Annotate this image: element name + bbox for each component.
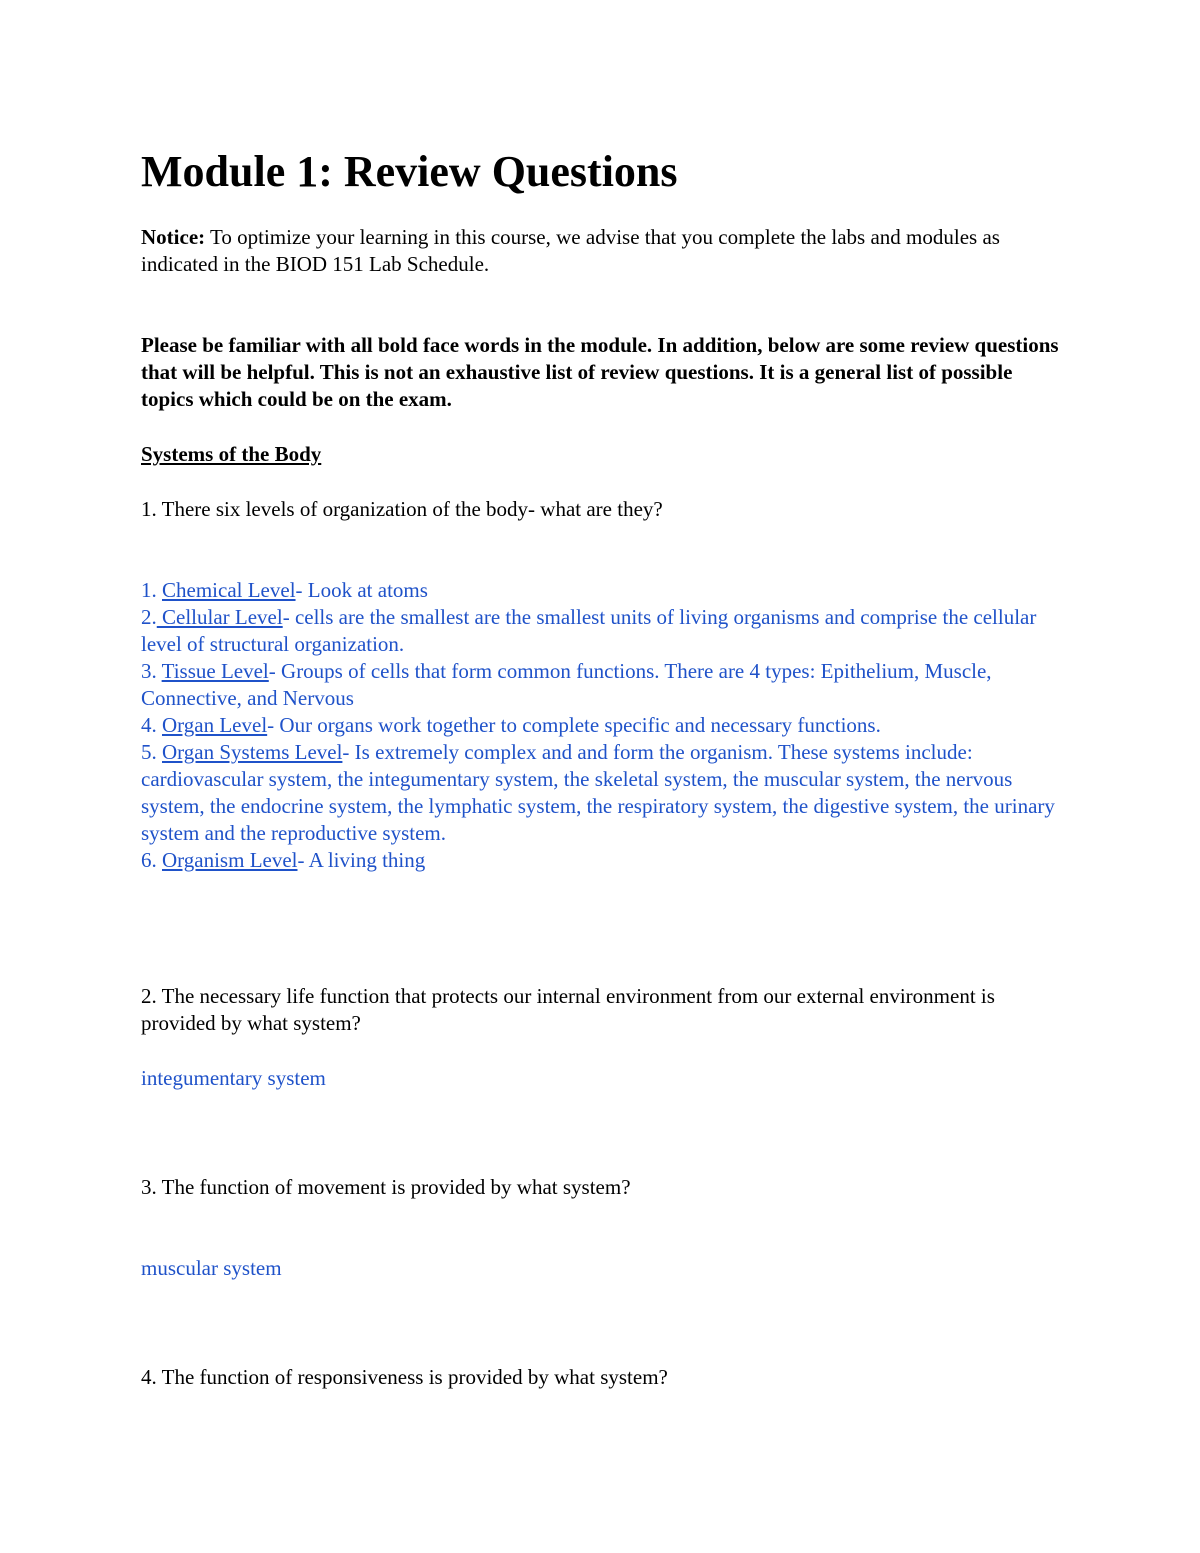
answer-item-number: 3.: [141, 659, 162, 683]
answer-item-number: 1.: [141, 578, 162, 602]
question-2: 2. The necessary life function that protects our internal environment from our external environment is provided by what system?: [141, 984, 995, 1035]
answer-2: integumentary system: [141, 1066, 326, 1090]
answer-item-term: Cellular Level: [156, 605, 283, 629]
answer-3: muscular system: [141, 1256, 282, 1280]
answer-item-organ: [141, 712, 1061, 739]
intro-paragraph: Please be familiar with all bold face words in the module. In addition, below are some review questions that will be helpful. This is not an exhaustive list of review questions. It is a general list of possible topics which could be on the exam.: [141, 333, 1059, 411]
answer-item-term: Tissue Level: [161, 659, 269, 683]
answer-item-organism: [141, 847, 1061, 874]
question-4: 4. The function of responsiveness is provided by what system?: [141, 1365, 668, 1389]
page-title: Module 1: Review Questions: [141, 147, 678, 196]
answer-item-term: Organ Systems Level: [162, 740, 343, 764]
notice-text: To optimize your learning in this course, we advise that you complete the labs and modules as indicated in the BIOD 151 Lab Schedule.: [141, 225, 1000, 276]
question-1: 1. There six levels of organization of the body- what are they?: [141, 497, 663, 521]
answer-item-number: 6.: [141, 848, 162, 872]
section-heading: Systems of the Body: [141, 442, 322, 466]
answer-item-number: 4.: [141, 713, 162, 737]
notice-label: Notice:: [141, 225, 206, 249]
answer-item-number: 2.: [141, 605, 157, 629]
answer-item-term: Chemical Level: [162, 578, 296, 602]
notice-paragraph: [141, 224, 1061, 278]
question-3: 3. The function of movement is provided by what system?: [141, 1175, 631, 1199]
answer-item-cellular: [141, 604, 1061, 658]
answer-item-term: Organism Level: [162, 848, 298, 872]
answer-item-tissue: [141, 658, 1061, 712]
answer-item-description: - Our organs work together to complete specific and necessary functions.: [267, 713, 881, 737]
answer-item-chemical: [141, 577, 1061, 604]
answer-item-organ-systems: [141, 739, 1061, 847]
answer-list-levels: [141, 577, 1061, 874]
answer-item-description: - Groups of cells that form common functions. There are 4 types: Epithelium, Muscle, Connective, and Nervous: [141, 659, 992, 710]
answer-item-description: - A living thing: [297, 848, 426, 872]
answer-item-description: - cells are the smallest are the smallest units of living organisms and comprise the cellular level of structural organization.: [141, 605, 1037, 656]
answer-item-description: - Is extremely complex and and form the organism. These systems include: cardiovascular system, the integumentary system, the skeletal system, the muscular system, the nervous system, the endocrine system, the lymphatic system, the respiratory system, the digestive system, the urinary system and the reproductive system.: [141, 740, 1055, 845]
answer-item-description: - Look at atoms: [295, 578, 428, 602]
answer-item-term: Organ Level: [162, 713, 268, 737]
answer-item-number: 5.: [141, 740, 162, 764]
